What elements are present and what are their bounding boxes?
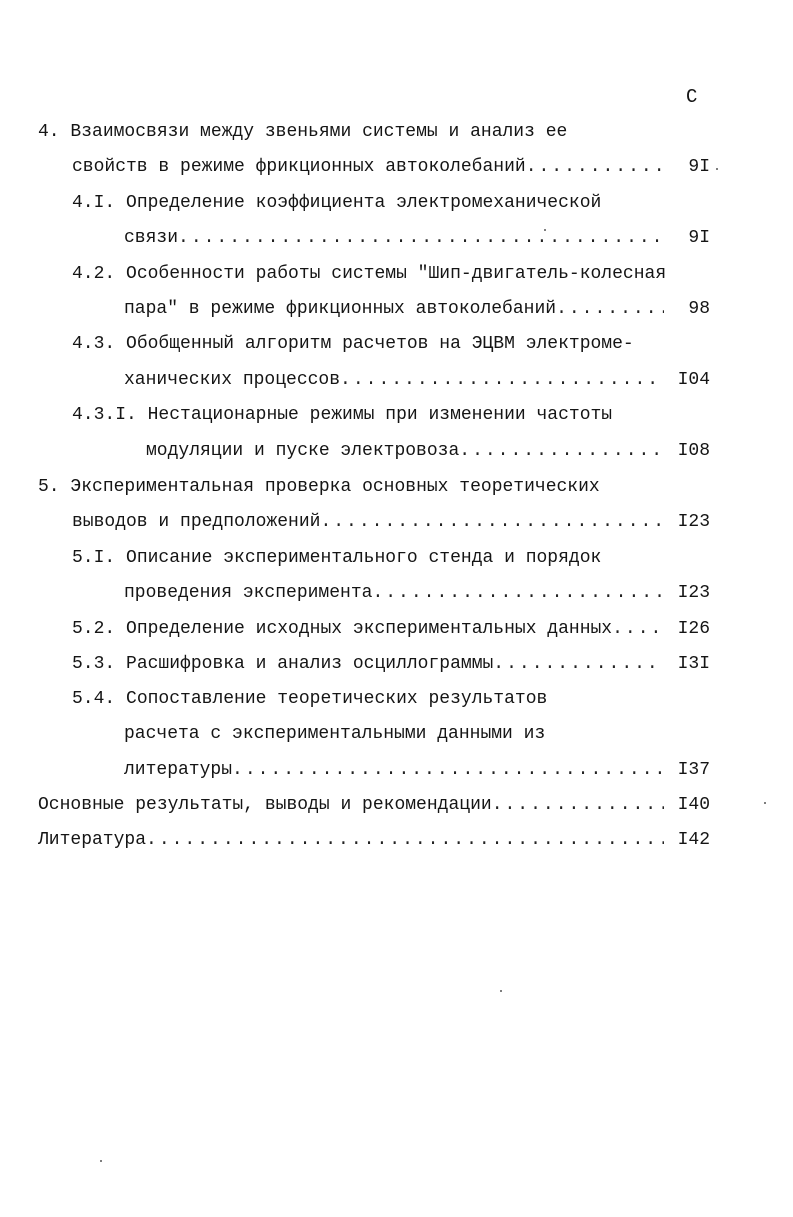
toc-entry-title: Основные результаты, выводы и рекомендации — [38, 790, 492, 820]
dot-leader — [320, 507, 664, 537]
toc-page-ref: I37 — [677, 760, 710, 780]
toc-entry-title-cont: проведения эксперимента — [124, 578, 372, 608]
toc-entry-number: 4.2. — [72, 264, 116, 284]
toc-entry-title: Определение коэффициента электромеханической — [126, 193, 602, 213]
toc-entry-5-4-line-3 — [124, 755, 664, 785]
toc-entry-title-cont: ханических процессов — [124, 365, 340, 395]
toc-entry-5-4-line-1 — [72, 684, 547, 714]
toc-page-ref: 9I — [688, 228, 710, 248]
toc-entry-title-cont: выводов и предположений — [72, 507, 320, 537]
toc-entry-number: 5.4. — [72, 689, 116, 709]
dot-leader — [459, 436, 664, 466]
toc-entry-4-1-line-2 — [124, 223, 664, 253]
toc-entry-4-3-line-2 — [124, 365, 664, 395]
dot-leader — [340, 365, 664, 395]
toc-entry-5-1-line-2 — [124, 578, 664, 608]
scan-speck — [764, 802, 766, 804]
toc-entry-4-3-1-line-2 — [146, 436, 664, 466]
toc-entry-5-line-1 — [38, 472, 600, 502]
toc-entry-title: Нестационарные режимы при изменении частоты — [147, 405, 613, 425]
toc-entry-4-line-2 — [72, 152, 664, 182]
dot-leader — [178, 223, 664, 253]
toc-page-ref: I3I — [677, 654, 710, 674]
toc-entry-number: 4.3. — [72, 334, 116, 354]
dot-leader — [556, 294, 664, 324]
dot-leader — [493, 649, 664, 679]
toc-entry-title: Сопоставление теоретических результатов — [126, 689, 548, 709]
toc-page-ref: I04 — [677, 370, 710, 390]
toc-entry-title-cont: расчета с экспериментальными данными из — [124, 724, 546, 744]
toc-page-ref: I42 — [677, 830, 710, 850]
toc-entry-title-cont: свойств в режиме фрикционных автоколебаний — [72, 152, 526, 182]
toc-page-ref: I40 — [677, 795, 710, 815]
toc-entry-4-line-1 — [38, 117, 567, 147]
toc-page-ref: 98 — [688, 299, 710, 319]
toc-entry-title: Описание экспериментального стенда и порядок — [126, 548, 602, 568]
toc-entry-5-line-2 — [72, 507, 664, 537]
toc-entry-title: Расшифровка и анализ осциллограммы — [126, 654, 494, 674]
scan-speck — [716, 168, 718, 170]
toc-entry-5-3 — [72, 649, 664, 679]
dot-leader — [146, 825, 664, 855]
toc-entry-4-1-line-1 — [72, 188, 601, 218]
toc-page-ref: I23 — [677, 583, 710, 603]
toc-entry-4-2-line-2 — [124, 294, 664, 324]
scan-speck — [544, 229, 546, 231]
toc-entry-title-cont: связи — [124, 223, 178, 253]
toc-entry-4-3-1-line-1 — [72, 400, 612, 430]
toc-entry-number: 4. — [38, 122, 60, 142]
scan-speck — [500, 990, 502, 992]
toc-entry-title: Определение исходных экспериментальных данных — [126, 619, 613, 639]
toc-entry-number: 5. — [38, 477, 60, 497]
dot-leader — [526, 152, 664, 182]
scan-speck — [100, 1160, 102, 1162]
toc-entry-title: Особенности работы системы "Шип-двигатель-колесная — [126, 264, 667, 284]
dot-leader — [612, 614, 664, 644]
toc-entry-number: 4.3.I. — [72, 405, 137, 425]
toc-entry-number: 5.2. — [72, 619, 116, 639]
page-marker: C — [686, 86, 698, 108]
toc-entry-number: 4.I. — [72, 193, 116, 213]
toc-entry-title: Экспериментальная проверка основных теоретических — [70, 477, 600, 497]
toc-entry-title-cont: модуляции и пуске электровоза — [146, 436, 459, 466]
toc-page-ref: I26 — [677, 619, 710, 639]
toc-entry-title-cont: пара" в режиме фрикционных автоколебаний — [124, 294, 556, 324]
dot-leader — [372, 578, 664, 608]
toc-entry-literature — [38, 825, 664, 855]
toc-entry-5-2 — [72, 614, 664, 644]
toc-entry-number: 5.I. — [72, 548, 116, 568]
toc-page-ref: I23 — [677, 512, 710, 532]
toc-entry-title: Обобщенный алгоритм расчетов на ЭЦВМ электроме- — [126, 334, 634, 354]
toc-entry-5-4-line-2 — [124, 719, 545, 749]
dot-leader — [492, 790, 664, 820]
toc-entry-5-1-line-1 — [72, 543, 601, 573]
toc-entry-4-2-line-1 — [72, 259, 666, 289]
toc-page-ref: I08 — [677, 441, 710, 461]
toc-entry-title: Литература — [38, 825, 146, 855]
toc-page-ref: 9I — [688, 157, 710, 177]
toc-entry-title-cont: литературы — [124, 755, 232, 785]
toc-entry-title: Взаимосвязи между звеньями системы и анализ ее — [70, 122, 568, 142]
toc-entry-number: 5.3. — [72, 654, 116, 674]
dot-leader — [232, 755, 664, 785]
toc-entry-4-3-line-1 — [72, 329, 634, 359]
toc-entry-conclusions — [38, 790, 664, 820]
